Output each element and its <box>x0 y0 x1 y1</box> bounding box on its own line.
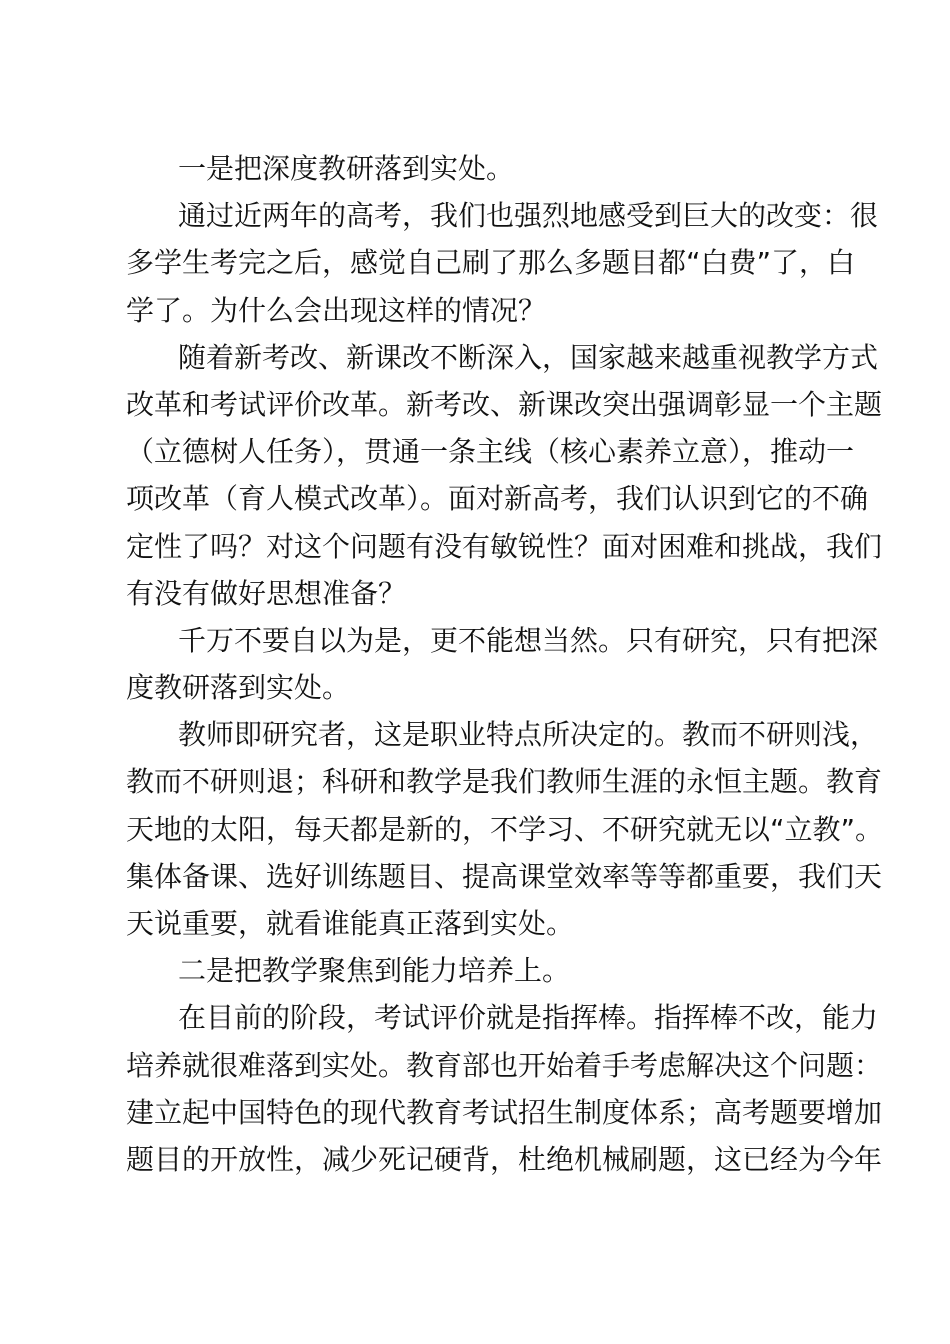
text-line: 在目前的阶段，考试评价就是指挥棒。指挥棒不改，能力 <box>178 1001 879 1035</box>
text-line: 集体备课、选好训练题目、提高课堂效率等等都重要，我们天 <box>126 859 883 893</box>
text-line: 学了。为什么会出现这样的情况？ <box>126 293 547 327</box>
text-line: 天地的太阳，每天都是新的，不学习、不研究就无以“立教”。 <box>126 812 884 846</box>
text-line: 随着新考改、新课改不断深入，国家越来越重视教学方式 <box>178 340 879 374</box>
text-line: 天说重要，就看谁能真正落到实处。 <box>126 907 575 940</box>
text-line: 题目的开放性，减少死记硬背，杜绝机械刷题，这已经为今年 <box>126 1142 883 1176</box>
text-line: 改革和考试评价改革。新考改、新课改突出强调彰显一个主题 <box>126 387 883 421</box>
text-line: 教师即研究者，这是职业特点所决定的。教而不研则浅， <box>178 718 879 752</box>
text-line: 通过近两年的高考，我们也强烈地感受到巨大的改变：很 <box>178 199 879 233</box>
text-line: 有没有做好思想准备？ <box>126 576 407 610</box>
text-line: （立德树人任务），贯通一条主线（核心素养立意），推动一 <box>126 435 855 469</box>
text-line: 多学生考完之后，感觉自己刷了那么多题目都“白费”了，白 <box>126 246 856 280</box>
text-line: 千万不要自以为是，更不能想当然。只有研究，只有把深 <box>178 623 879 657</box>
body-text <box>126 145 884 1183</box>
text-line: 度教研落到实处。 <box>126 671 351 705</box>
text-line: 培养就很难落到实处。教育部也开始着手考虑解决这个问题： <box>126 1048 883 1082</box>
text-line: 定性了吗？对这个问题有没有敏锐性？面对困难和挑战，我们 <box>126 529 883 563</box>
text-line: 建立起中国特色的现代教育考试招生制度体系；高考题要增加 <box>126 1095 883 1129</box>
paragraph-heading-2: 二是把教学聚焦到能力培养上。 <box>178 954 571 988</box>
text-line: 教而不研则退；科研和教学是我们教师生涯的永恒主题。教育 <box>126 765 883 799</box>
text-line: 项改革（育人模式改革）。面对新高考，我们认识到它的不确 <box>126 482 869 516</box>
paragraph-heading-1: 一是把深度教研落到实处。 <box>178 152 515 185</box>
